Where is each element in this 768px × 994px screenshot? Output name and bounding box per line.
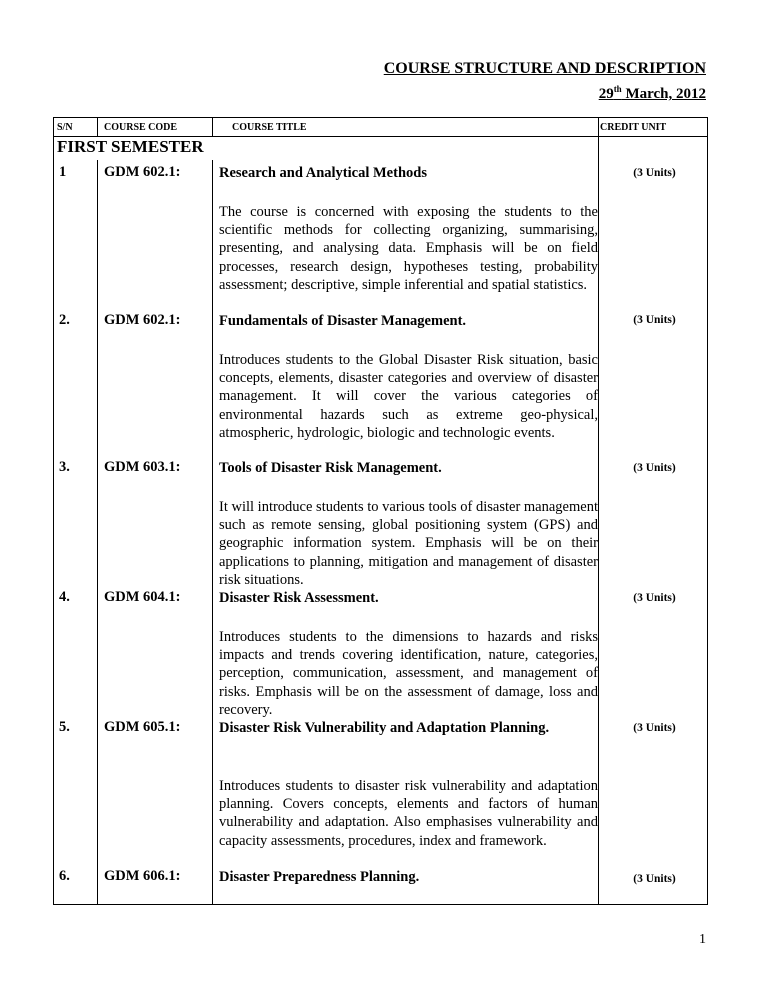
row-course-title: Tools of Disaster Risk Management. xyxy=(219,460,442,476)
row-course-title: Disaster Risk Assessment. xyxy=(219,590,379,606)
row-credit-units: (3 Units) xyxy=(633,722,676,734)
column-header-code: COURSE CODE xyxy=(104,122,178,133)
row-sn: 3. xyxy=(59,459,70,475)
column-divider-sn-body xyxy=(97,160,98,905)
row-course-description: Introduces students to disaster risk vulnerability and adaptation planning. Covers concepts, elements and factors of human vulnerability and adaptation. Also emphasises vulnerability and capacity assessments, procedures, index and framework. xyxy=(219,778,598,849)
row-course-title: Disaster Risk Vulnerability and Adaptation Planning. xyxy=(219,720,550,736)
row-course-description: The course is concerned with exposing the students to the scientific methods for collecting organizing, summarising, presenting, and analysing data. Emphasis will be on field processes, research design, hypotheses testing, probability assessment; descriptive, simple inferential and spatial statistics. xyxy=(219,204,598,293)
date-day: 29 xyxy=(598,86,614,102)
row-course-code: GDM 605.1: xyxy=(104,719,181,735)
row-course-code: GDM 602.1: xyxy=(104,312,181,328)
row-credit-units: (3 Units) xyxy=(633,462,676,474)
row-sn: 5. xyxy=(59,719,70,735)
column-divider-sn xyxy=(97,117,98,137)
date-suffix: th xyxy=(613,84,622,94)
column-divider-code-body xyxy=(212,160,213,905)
row-course-description: Introduces students to the Global Disaster Risk situation, basic concepts, elements, disaster categories and overview of disaster management. It will cover the various categories of environmental hazards such as extreme geo-physical, atmospheric, hydrologic, biologic and technologic events. xyxy=(219,352,598,441)
table-left-border xyxy=(53,117,54,905)
column-divider-code xyxy=(212,117,213,137)
date-rest: March, 2012 xyxy=(621,86,706,102)
column-divider-title xyxy=(598,117,599,905)
column-header-credit: CREDIT UNIT xyxy=(600,122,667,133)
row-credit-units: (3 Units) xyxy=(633,873,676,885)
row-sn: 1 xyxy=(59,164,67,180)
row-course-title: Fundamentals of Disaster Management. xyxy=(219,313,467,329)
row-sn: 6. xyxy=(59,868,70,884)
row-course-code: GDM 606.1: xyxy=(104,868,181,884)
row-sn: 2. xyxy=(59,312,70,328)
page-number: 1 xyxy=(699,932,706,947)
row-course-code: GDM 602.1: xyxy=(104,164,181,180)
table-bottom-border xyxy=(53,904,707,905)
row-course-code: GDM 604.1: xyxy=(104,589,181,605)
row-course-title: Disaster Preparedness Planning. xyxy=(219,869,420,885)
row-credit-units: (3 Units) xyxy=(633,167,676,179)
row-credit-units: (3 Units) xyxy=(633,314,676,326)
table-right-border xyxy=(707,117,708,905)
document-title: COURSE STRUCTURE AND DESCRIPTION xyxy=(383,60,706,77)
table-top-border xyxy=(53,117,707,118)
column-header-sn: S/N xyxy=(57,122,73,133)
row-course-title: Research and Analytical Methods xyxy=(219,165,427,181)
row-course-code: GDM 603.1: xyxy=(104,459,181,475)
row-course-description: It will introduce students to various tools of disaster management such as remote sensing, global positioning system (GPS) and geographic information system. Emphasis will be on their applications to planning, mitigation and management of disaster risk situations. xyxy=(219,499,598,588)
semester-heading: FIRST SEMESTER xyxy=(57,137,204,156)
document-date xyxy=(599,84,706,103)
column-header-title: COURSE TITLE xyxy=(232,122,307,133)
row-course-description: Introduces students to the dimensions to hazards and risks impacts and trends covering identification, nature, categories, perception, communication, assessment, and management of risks. Emphasis will be on the assessment of damage, loss and recovery. xyxy=(219,629,598,718)
row-credit-units: (3 Units) xyxy=(633,592,676,604)
row-sn: 4. xyxy=(59,589,70,605)
